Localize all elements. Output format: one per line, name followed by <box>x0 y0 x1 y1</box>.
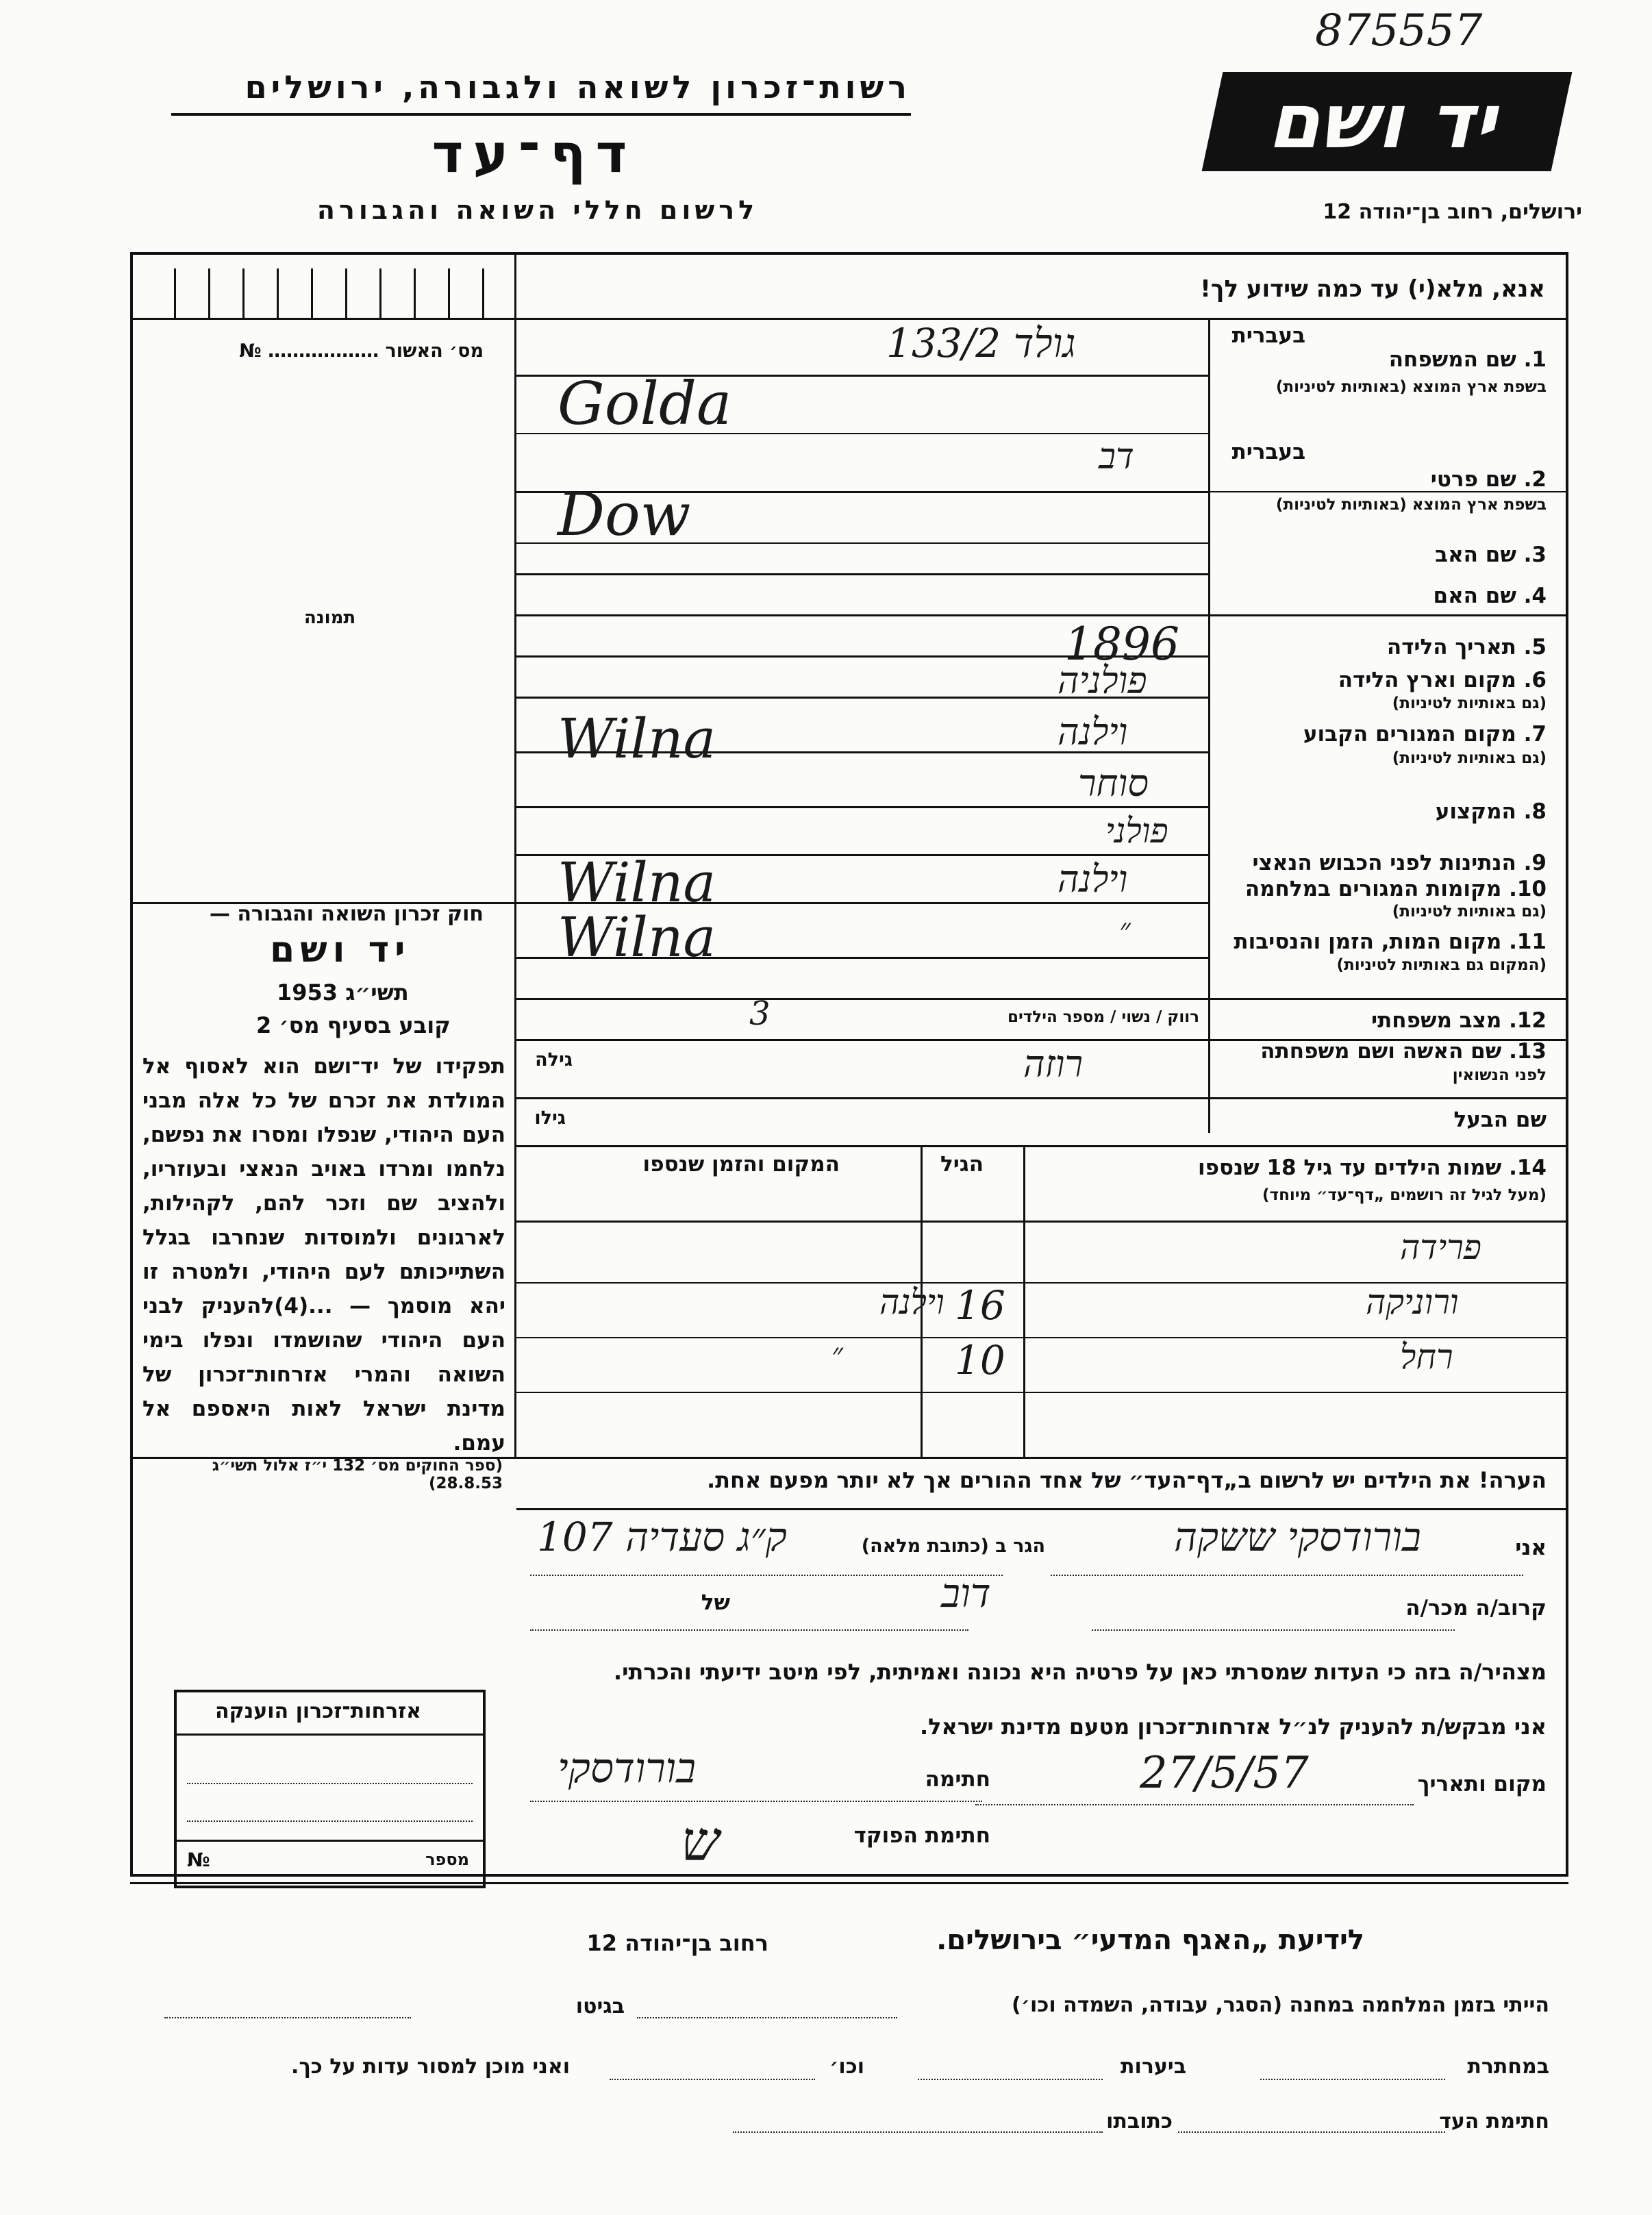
f13-value: רוזה <box>1023 1042 1084 1086</box>
f10-value-latin: Wilna <box>558 851 716 914</box>
declarant-name: בורודסקי ששקה <box>1174 1514 1421 1560</box>
declarant-name-line <box>1051 1573 1523 1576</box>
footer-ghetto-line <box>164 2017 411 2018</box>
children-row-rule <box>516 1392 1566 1393</box>
child-3-name: רחל <box>1400 1337 1453 1377</box>
law-text: תפקידו של יד־ושם הוא לאסוף אל המולדת את זכרם של כל אלה מבני העם היהודי, שנפלו ומסרו את נפשם, נלחמו ומרדו באויב הנאצי ובעוזריו, ולהציב שם וזכר להם, לקהילות, לארגונים ולמוסדות שנחרבו בגלל השתייכותם לעם היהודי, ולמטרה זו יהא מוסמך — ...(4)להעניק לבני העם היהודי שהושמדו ונפלו בימי השואה והמרי אזרחות־זכרון של מדינת ישראל לאות היאספם אל עמם. <box>142 1054 505 1455</box>
barcode-ticks <box>133 255 516 318</box>
f10-value-hebrew: וילנה <box>1057 858 1128 901</box>
approval-number-label: מס׳ האשור ……………… № <box>239 340 484 362</box>
f9-value: פולני <box>1105 811 1168 851</box>
rule <box>1208 1097 1566 1099</box>
rule <box>1208 614 1566 616</box>
rule <box>516 614 1208 616</box>
f13-sub: לפני הנשואין <box>1452 1066 1547 1084</box>
f10-sub: (גם באותיות לטיניות) <box>1392 903 1547 921</box>
officer-label: חתימת הפוקד <box>853 1823 990 1848</box>
citizenship-number-label: מספר <box>425 1850 469 1869</box>
f6-value: פולניה <box>1057 659 1147 702</box>
f10-label: 10. מקומות המגורים במלחמה <box>1244 877 1547 901</box>
citizenship-rule <box>177 1734 483 1736</box>
signature-label: חתימה <box>925 1767 990 1792</box>
declarant-relation: קרוב/ה מכר/ה <box>1405 1596 1547 1620</box>
f12-value: 3 <box>749 994 771 1033</box>
f13-label: 13. שם האשה ושם משפחתה <box>1260 1039 1547 1064</box>
f13-husband-age-label: גילו <box>534 1108 566 1129</box>
form-subtitle: לרשום חללי השואה והגבורה <box>316 195 759 225</box>
citizenship-line <box>187 1819 473 1822</box>
declarant-of-value: דוב <box>941 1570 991 1616</box>
law-title: חוק זכרון השואה והגבורה — <box>209 902 484 926</box>
declarant-ani: אני <box>1515 1536 1547 1560</box>
form-frame <box>130 252 1568 1877</box>
children-place-header: המקום והזמן שנספו <box>642 1152 840 1177</box>
f7-value-latin: Wilna <box>558 707 716 771</box>
children-header-rule <box>516 1221 1566 1223</box>
f2-lang: בעברית <box>1231 440 1305 464</box>
child-1-name: פרידה <box>1400 1227 1481 1267</box>
of-line <box>530 1628 968 1631</box>
f1-value-hebrew: 133/2 גולד <box>886 320 1076 366</box>
declarant-signature: בורודסקי <box>558 1744 697 1792</box>
footer-divider <box>130 1882 1568 1884</box>
citizenship-line <box>187 1781 473 1784</box>
rule <box>516 1039 1208 1041</box>
form-title: דף־עד <box>431 123 637 185</box>
f2-sub: בשפת ארץ המוצא (באותיות לטיניות) <box>1275 496 1547 514</box>
date-line <box>975 1803 1414 1805</box>
f11-value-latin: Wilna <box>558 905 716 969</box>
rule <box>1208 998 1566 1000</box>
officer-signature: ש <box>681 1810 720 1873</box>
sidebar-top-rule <box>133 318 516 320</box>
children-header: 14. שמות הילדים עד גיל 18 שנספו <box>1198 1155 1547 1180</box>
f11-label: 11. מקום המות, הזמן והנסיבות <box>1234 929 1547 954</box>
f6-label: 6. מקום וארץ הלידה <box>1338 668 1547 692</box>
footer-line3-a: חתימת העד <box>1439 2110 1549 2133</box>
footer-etc-line <box>610 2079 815 2080</box>
law-year: תשי״ג 1953 <box>277 979 409 1005</box>
child-2-place: וילנה <box>879 1282 944 1322</box>
f5-label: 5. תאריך הלידה <box>1386 635 1547 660</box>
citizenship-number-sign: № <box>187 1849 210 1871</box>
f3-label: 3. שם האב <box>1435 542 1547 567</box>
child-3-place: ״ <box>831 1337 843 1372</box>
header-address: ירושלים, רחוב בן־יהודה 12 <box>1323 200 1582 224</box>
footer-line2-c: וכו׳ <box>829 2055 864 2079</box>
f8-label: 8. המקצוע <box>1435 799 1547 824</box>
f6-sub: (גם באותיות לטיניות) <box>1392 694 1547 712</box>
footer-line2-d: ואני מוכן למסור עדות על כך. <box>291 2055 570 2079</box>
organization-name: רשות־זכרון לשואה ולגבורה, ירושלים <box>245 68 911 105</box>
yad-vashem-logo: יד ושם <box>1202 72 1573 171</box>
footer-line3-b: כתובתו <box>1106 2110 1173 2133</box>
place-date-label: מקום ותאריך <box>1417 1772 1547 1797</box>
law-name: יד ושם <box>270 929 411 971</box>
f2-label: 2. שם פרטי <box>1430 467 1547 492</box>
f12-options: רווק / נשוי / מספר הילדים <box>1008 1008 1199 1026</box>
footer-underground-line <box>1260 2079 1445 2080</box>
declarant-address: ק״ג סעדיה 107 <box>537 1514 787 1560</box>
f9-label: 9. הנתינות לפני הכבוש הנאצי <box>1252 851 1547 875</box>
children-top-rule <box>514 1145 1566 1147</box>
child-2-name: ורוניקה <box>1366 1282 1459 1322</box>
f1-lang: בעברית <box>1231 323 1305 348</box>
footer-line2-a: במחתרת <box>1467 2055 1549 2079</box>
law-reference: (ספר החוקים מס׳ 132 י״ז אלול תשי״ג 28.8.53) <box>212 1457 503 1492</box>
f2-value-hebrew: דב <box>1099 436 1134 477</box>
request-text: אני מבקש/ת להעניק לנ״ל אזרחות־זכרון מטעם מדינת ישראל. <box>920 1714 1547 1740</box>
rule <box>516 998 1208 1000</box>
f1-label: 1. שם המשפחה <box>1388 347 1547 372</box>
footer-line2-b: ביערות <box>1121 2055 1186 2079</box>
rule <box>516 806 1208 808</box>
f7-label: 7. מקום המגורים הקבוע <box>1303 722 1547 747</box>
declarant-of: של <box>701 1590 730 1615</box>
footer-camp-line <box>637 2017 897 2018</box>
f7-value-hebrew: וילנה <box>1057 710 1128 753</box>
declarant-address-line <box>530 1573 1003 1576</box>
f2-value-latin: Dow <box>558 481 691 549</box>
signature-line <box>530 1799 982 1802</box>
children-sub: (מעל לגיל זה רושמים „דף־עד״ מיוחד) <box>1262 1186 1547 1204</box>
f7-sub: (גם באותיות לטיניות) <box>1392 749 1547 767</box>
rule <box>516 1097 1208 1099</box>
declarant-date: 27/5/57 <box>1140 1748 1309 1799</box>
footer-line1-b: בגיטו <box>575 1994 625 2018</box>
note-bottom-rule <box>516 1508 1566 1510</box>
relation-line <box>1092 1628 1455 1631</box>
footer-line1-a: הייתי בזמן המלחמה במחנה (הסגר, עבודה, השמדה וכו׳) <box>1012 1993 1549 2017</box>
f11-value-hebrew: ״ <box>1119 912 1131 947</box>
f4-label: 4. שם האם <box>1433 584 1547 608</box>
f1-value-latin: Golda <box>558 370 732 438</box>
f13-wife-age-label: גילה <box>535 1049 573 1071</box>
rule <box>516 573 1208 575</box>
footer-forest-line <box>918 2079 1103 2080</box>
header-divider <box>171 113 911 116</box>
children-name-divider <box>1023 1145 1025 1457</box>
child-3-age: 10 <box>955 1337 1005 1384</box>
declarant-lives-label: הגר ב (כתובת מלאה) <box>861 1536 1045 1557</box>
f5-value: 1896 <box>1064 618 1179 671</box>
footer-address-line <box>733 2131 1103 2133</box>
footer-witness-line <box>1178 2131 1445 2133</box>
f1-sub: בשפת ארץ המוצא (באותיות לטיניות) <box>1275 378 1547 396</box>
citizenship-rule <box>177 1840 483 1842</box>
footer-street: רחוב בן־יהודה 12 <box>586 1930 768 1956</box>
citizenship-title: אזרחות־זכרון הוענקה <box>214 1699 421 1723</box>
children-note: הערה! את הילדים יש לרשום ב„דף־העד״ של אחד ההורים אך לא יותר מפעם אחת. <box>706 1467 1547 1493</box>
f13-husband-label: שם הבעל <box>1453 1108 1547 1132</box>
label-column-divider <box>1208 318 1210 1133</box>
f12-label: 12. מצב משפחתי <box>1371 1008 1547 1033</box>
f11-sub: (המקום גם באותיות לטיניות) <box>1336 956 1547 974</box>
intro-instruction: אנא, מלא(י) עד כמה שידוע לך! <box>1200 275 1545 303</box>
photo-label: תמונה <box>304 608 356 628</box>
handwritten-archive-number: 875557 <box>1315 5 1483 56</box>
declaration-text: מצהיר/ה בזה כי העדות שמסרתי כאן על פרטיה היא נכונה ואמיתית, לפי מיטב ידיעתי והכרתי. <box>613 1659 1547 1685</box>
children-age-header: הגיל <box>940 1152 984 1177</box>
citizenship-box <box>174 1690 486 1888</box>
f8-value: סוחר <box>1078 762 1149 805</box>
law-clause: קובע בסעיף מס׳ 2 <box>256 1012 451 1038</box>
child-2-age: 16 <box>955 1282 1005 1329</box>
footer-to: לידיעת „האגף המדעי״ בירושלים. <box>936 1925 1364 1956</box>
